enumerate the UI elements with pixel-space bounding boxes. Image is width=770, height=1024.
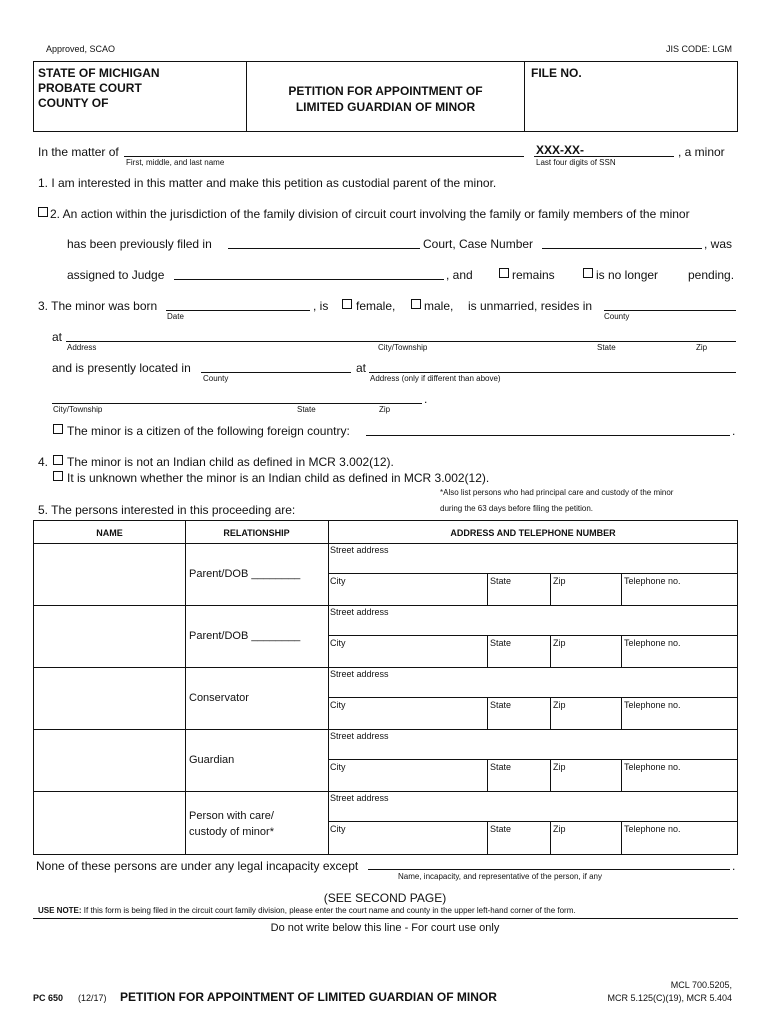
case-number-label: Court, Case Number [423,237,534,251]
incapacity-caption: Name, incapacity, and representative of the person, if any [398,872,602,881]
male-checkbox[interactable] [411,299,421,309]
header-box [33,61,738,132]
item-4-number: 4. [38,455,49,469]
row-3-state: State [490,700,512,710]
row-3-street: Street address [330,669,389,679]
date-caption: Date [167,312,184,321]
minor-name-field[interactable] [124,156,524,157]
row-3-phone: Telephone no. [624,700,681,710]
address-field[interactable] [66,341,736,342]
item-2-text: 2. An action within the jurisdiction of the family division of circuit court involving the family or family members of the minor [50,207,690,221]
row-1-street: Street address [330,545,389,555]
header-relationship: RELATIONSHIP [223,528,290,538]
is-label: , is [313,299,329,313]
incapacity-label: None of these persons are under any legal incapacity except [36,859,359,873]
persons-table [33,520,738,855]
incapacity-field[interactable] [368,869,730,870]
row-4-state: State [490,762,512,772]
female-label: female, [356,299,396,313]
judge-label: assigned to Judge [67,268,165,282]
form-number: PC 650 [33,993,64,1003]
birth-date-field[interactable] [166,310,310,311]
header-name: NAME [96,528,123,538]
was-label: , was [704,237,733,251]
zip-caption-2: Zip [379,405,391,414]
state-caption: State [597,343,616,352]
filed-court-field[interactable] [228,248,420,249]
address-caption-2: Address (only if different than above) [370,374,501,383]
name-caption: First, middle, and last name [126,158,225,167]
county-caption: County [604,312,630,321]
row-2-state: State [490,638,512,648]
row-2-name-field[interactable] [34,605,185,667]
located-city-field[interactable] [52,403,422,404]
row-2-street: Street address [330,607,389,617]
period-label: . [424,392,428,406]
row-2-zip: Zip [553,638,566,648]
not-indian-checkbox[interactable] [53,455,63,465]
row-1-phone: Telephone no. [624,576,681,586]
court-name: STATE OF MICHIGAN PROBATE COURT COUNTY OF [38,66,160,110]
row-1-zip: Zip [553,576,566,586]
located-county-field[interactable] [201,372,351,373]
no-longer-label: is no longer [596,268,659,282]
at-label: at [52,330,63,344]
form-date: (12/17) [78,993,107,1003]
row-4-zip: Zip [553,762,566,772]
mcl-reference-2: MCR 5.125(C)(19), MCR 5.404 [607,993,732,1003]
pending-label: pending. [688,268,735,282]
row-4-relationship: Guardian [189,754,235,766]
file-no-label: FILE NO. [531,66,582,80]
approved-label: Approved, SCAO [46,44,116,54]
row-4-phone: Telephone no. [624,762,681,772]
no-longer-checkbox[interactable] [583,268,593,278]
unknown-indian-checkbox[interactable] [53,471,63,481]
row-2-phone: Telephone no. [624,638,681,648]
use-note: USE NOTE: If this form is being filed in the circuit court family division, please enter the court name and county in the upper left-hand corner of the form. [38,906,576,915]
county-caption-2: County [203,374,229,383]
item-2-checkbox[interactable] [38,207,48,217]
zip-caption: Zip [696,343,708,352]
see-second-page: (SEE SECOND PAGE) [323,891,447,905]
row-2-relationship: Parent/DOB ________ [189,630,301,642]
row-5-relationship: Person with care/ custody of minor* [189,810,274,838]
row-3-name-field[interactable] [34,667,185,729]
ssn-prefix: XXX-XX- [536,143,585,157]
case-number-field[interactable] [542,248,702,249]
state-caption-2: State [297,405,316,414]
incapacity-period: . [732,859,736,873]
born-label: 3. The minor was born [38,299,158,313]
address-caption: Address [67,343,97,352]
row-3-relationship: Conservator [189,692,249,704]
row-4-name-field[interactable] [34,729,185,791]
city-caption-2: City/Township [53,405,103,414]
resides-label: is unmarried, resides in [468,299,593,313]
and-label: , and [446,268,473,282]
located-label: and is presently located in [52,361,191,375]
at-label-2: at [356,361,367,375]
custody-note-1: *Also list persons who had principal care and custody of the minor [440,488,674,497]
row-4-street: Street address [330,731,389,741]
row-5-state: State [490,824,512,834]
row-2-city: City [330,638,346,648]
row-4-city: City [330,762,346,772]
matter-label: In the matter of [38,145,119,159]
filed-in-label: has been previously filed in [67,237,212,251]
row-3-zip: Zip [553,700,566,710]
row-1-name-field[interactable] [34,543,185,605]
citizen-checkbox[interactable] [53,424,63,434]
located-address-field[interactable] [369,372,736,373]
foreign-country-field[interactable] [366,435,730,436]
mcl-reference-1: MCL 700.5205, [670,980,732,990]
ssn-caption: Last four digits of SSN [536,158,616,167]
resides-county-field[interactable] [604,310,736,311]
custody-note-2: during the 63 days before filing the petition. [440,504,593,513]
row-5-zip: Zip [553,824,566,834]
jis-code: JIS CODE: LGM [665,44,732,54]
row-5-name-field[interactable] [34,791,185,855]
row-3-city: City [330,700,346,710]
row-5-city: City [330,824,346,834]
female-checkbox[interactable] [342,299,352,309]
not-indian-label: The minor is not an Indian child as defined in MCR 3.002(12). [67,455,394,469]
header-address: ADDRESS AND TELEPHONE NUMBER [450,528,616,538]
citizen-label: The minor is a citizen of the following foreign country: [67,424,350,438]
unknown-indian-label: It is unknown whether the minor is an Indian child as defined in MCR 3.002(12). [67,471,490,485]
row-1-city: City [330,576,346,586]
citizen-period: . [732,424,736,438]
remains-label: remains [512,268,555,282]
item-1: 1. I am interested in this matter and make this petition as custodial parent of the minor. [38,176,497,190]
item-5-label: 5. The persons interested in this proceeding are: [38,503,296,517]
city-caption: City/Township [378,343,428,352]
footer-title: PETITION FOR APPOINTMENT OF LIMITED GUARDIAN OF MINOR [120,990,497,1004]
judge-field[interactable] [174,279,444,280]
row-5-phone: Telephone no. [624,824,681,834]
row-5-street: Street address [330,793,389,803]
minor-suffix: , a minor [678,145,725,159]
ssn-field[interactable] [534,156,674,157]
form-title: PETITION FOR APPOINTMENT OF LIMITED GUARDIAN OF MINOR [288,84,483,114]
row-1-state: State [490,576,512,586]
court-use-divider [33,918,738,919]
remains-checkbox[interactable] [499,268,509,278]
row-1-relationship: Parent/DOB ________ [189,568,301,580]
court-use-label: Do not write below this line - For court use only [270,922,500,934]
male-label: male, [424,299,454,313]
